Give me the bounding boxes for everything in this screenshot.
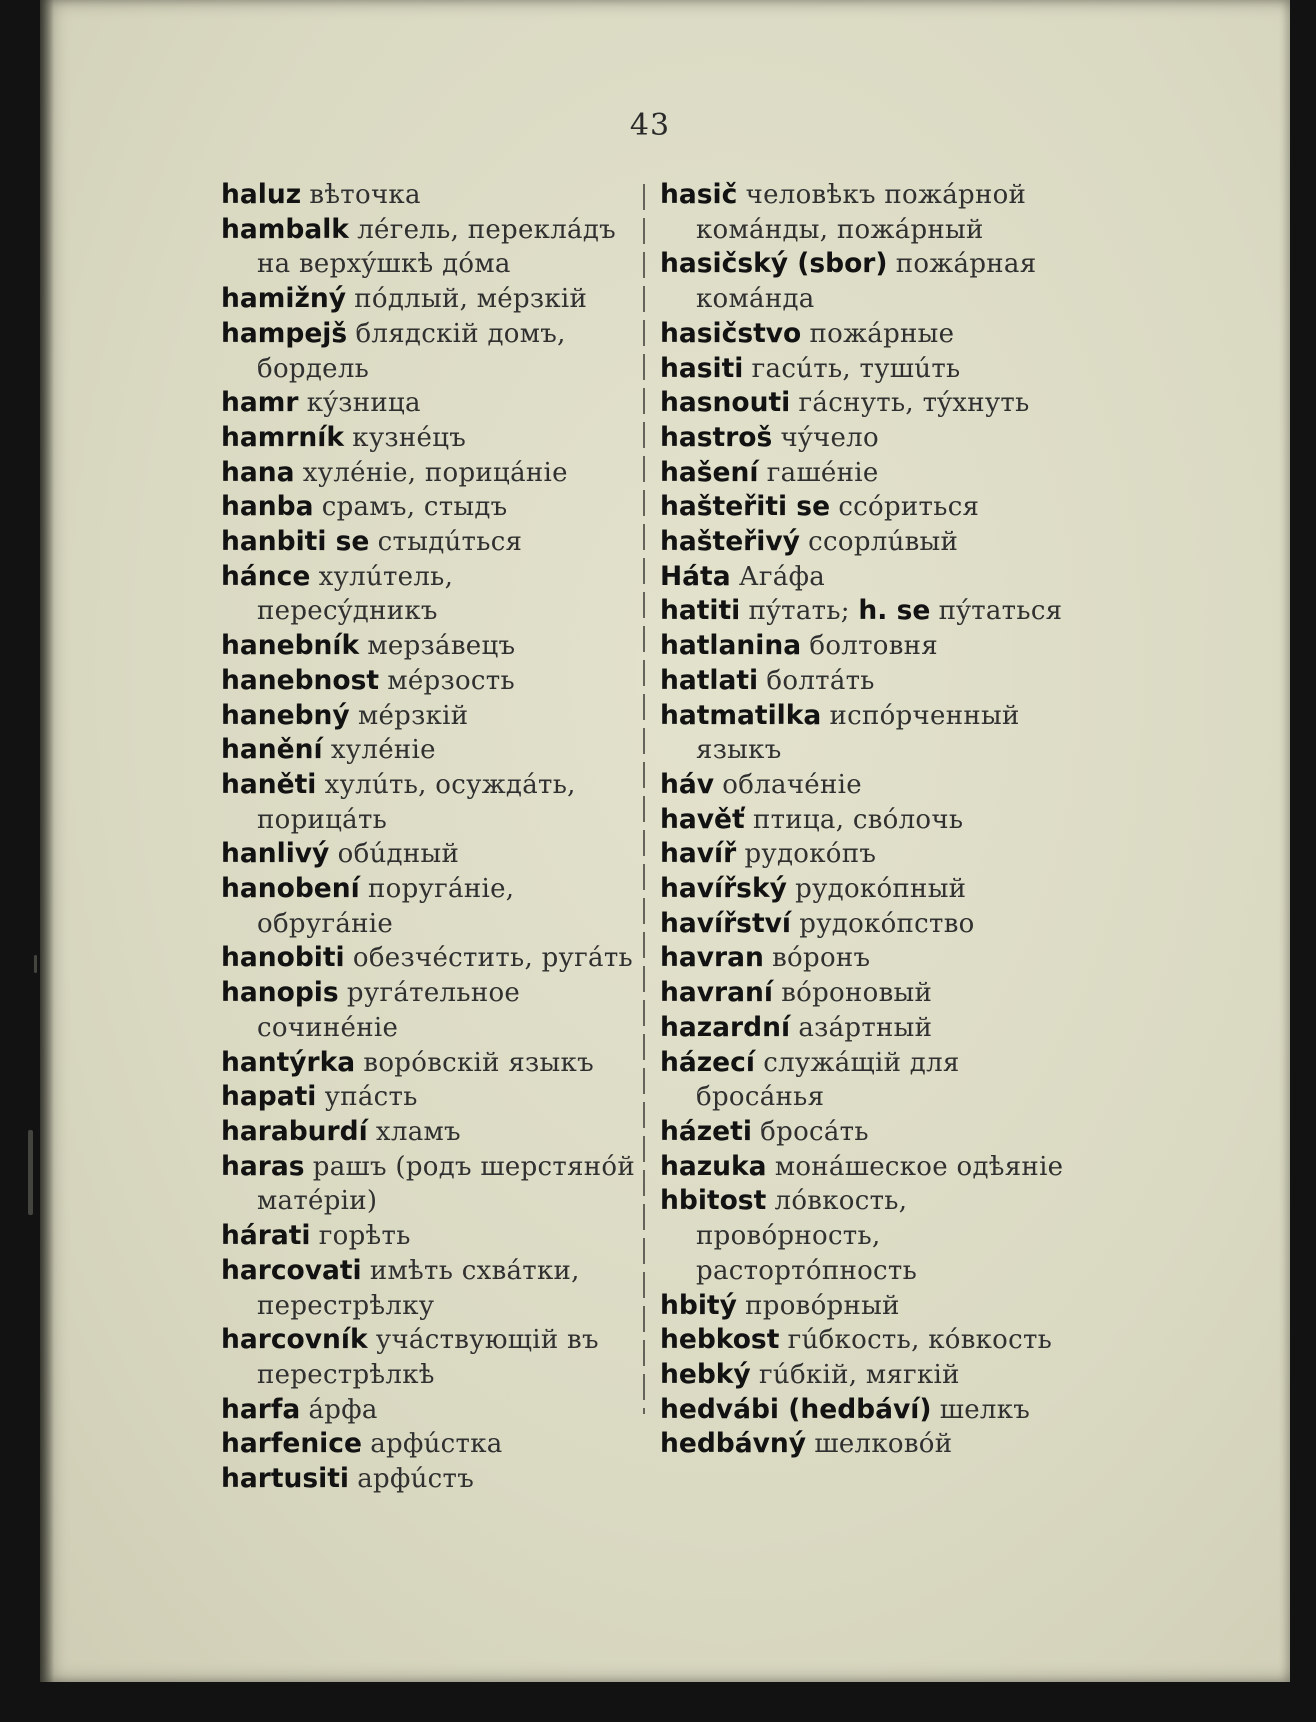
headword: házeti [660, 1115, 752, 1147]
translation: блядскій домъ, бордель [257, 318, 566, 384]
translation: обúдный [337, 839, 460, 870]
dictionary-entry [221, 490, 641, 525]
left-column [221, 178, 641, 1497]
headword: havířský [660, 873, 787, 905]
dictionary-entry [221, 213, 641, 282]
dictionary-entry [660, 941, 1080, 976]
dictionary-entry [221, 941, 641, 976]
dictionary-entry [660, 1323, 1080, 1358]
headword: h. se [858, 595, 931, 627]
headword: hartusiti [221, 1463, 349, 1495]
dictionary-entry [660, 803, 1080, 838]
headword: háv [660, 768, 715, 800]
dictionary-entry [660, 1046, 1080, 1115]
translation: мéрзость [387, 665, 515, 696]
dictionary-entry [221, 317, 641, 386]
dictionary-entry [221, 1150, 641, 1219]
headword: hebký [660, 1358, 751, 1390]
translation: птица, свóлочь [752, 804, 964, 835]
headword: házecí [660, 1046, 755, 1078]
translation: вѣточка [309, 180, 421, 210]
headword: hašení [660, 456, 759, 488]
translation: рудокóпъ [744, 839, 877, 870]
dictionary-entry [221, 1115, 641, 1150]
dictionary-entry [221, 1080, 641, 1115]
dictionary-entry [221, 976, 641, 1045]
column-divider [643, 184, 645, 1414]
dictionary-entry [221, 178, 641, 213]
headword: hana [221, 456, 295, 488]
headword: Háta [660, 560, 731, 592]
dictionary-entry [221, 1323, 641, 1392]
dictionary-entry [660, 976, 1080, 1011]
translation: болтовня [809, 631, 938, 662]
headword: hárati [221, 1220, 311, 1252]
dictionary-entry [660, 768, 1080, 803]
dictionary-entry [660, 490, 1080, 525]
dictionary-entry [660, 837, 1080, 872]
dictionary-entry [660, 1289, 1080, 1324]
headword: hbitý [660, 1289, 737, 1321]
dictionary-entry [221, 768, 641, 837]
headword: hatiti [660, 595, 741, 627]
headword: hampejš [221, 317, 348, 349]
dictionary-entry [221, 664, 641, 699]
translation: срамъ, стыдъ [321, 492, 508, 523]
dictionary-entry [660, 1427, 1080, 1462]
translation: испóрченный языкъ [696, 700, 1020, 766]
headword: hánce [221, 560, 311, 592]
headword: hamr [221, 387, 299, 419]
headword: hanobiti [221, 942, 345, 974]
translation: поругáніе, обругáніе [257, 874, 515, 939]
dictionary-entry [660, 907, 1080, 942]
headword: hatlanina [660, 630, 802, 662]
translation: гúбкость, кóвкость [787, 1325, 1053, 1356]
headword: hasičstvo [660, 317, 802, 349]
headword: hastroš [660, 421, 773, 453]
headword: hamrník [221, 421, 345, 453]
dictionary-entry [660, 352, 1080, 387]
headword: harfenice [221, 1428, 362, 1460]
headword: hašteřiti se [660, 491, 831, 523]
translation: шелковóй [814, 1429, 953, 1460]
translation: хулúтель, пересýдникъ [257, 561, 454, 627]
translation: хулéніе [330, 735, 436, 766]
headword: hatlati [660, 664, 759, 696]
translation: мерзáвецъ [367, 631, 516, 662]
translation: хулúть, осуждáть, порицáть [257, 769, 576, 835]
dictionary-entry [660, 317, 1080, 352]
translation: кузнéцъ [352, 422, 467, 453]
translation: гашéніе [766, 457, 879, 488]
dictionary-entry [221, 837, 641, 872]
headword: hedvábi (hedbáví) [660, 1393, 932, 1425]
headword: harcovník [221, 1324, 368, 1356]
headword: hašteřivý [660, 526, 800, 558]
dictionary-entry [660, 664, 1080, 699]
ink-blot [28, 1130, 33, 1215]
headword: havěť [660, 803, 745, 835]
translation: чýчело [780, 422, 879, 453]
right-column [660, 178, 1080, 1462]
headword: hasnouti [660, 387, 791, 419]
translation: шелкъ [939, 1394, 1031, 1425]
dictionary-entry [221, 1393, 641, 1428]
headword: haněti [221, 768, 317, 800]
translation: хламъ [375, 1116, 461, 1147]
dictionary-entry [221, 733, 641, 768]
dictionary-entry [660, 1393, 1080, 1428]
headword: hanebník [221, 630, 360, 662]
translation: упáсть [324, 1082, 418, 1113]
dictionary-entry [660, 560, 1080, 595]
headword: harfa [221, 1393, 301, 1425]
translation: пожáрная комáнда [696, 249, 1037, 315]
dictionary-entry [660, 629, 1080, 664]
dictionary-entry [221, 1219, 641, 1254]
dictionary-entry [660, 1150, 1080, 1185]
translation: Агáфа [738, 561, 826, 592]
dictionary-entry [221, 560, 641, 629]
translation: провóрный [745, 1290, 900, 1321]
dictionary-entry [221, 386, 641, 421]
headword: hbitost [660, 1185, 767, 1217]
translation: пýтать; [748, 596, 859, 627]
translation: арфúстъ [357, 1464, 475, 1495]
translation: болтáть [766, 665, 875, 696]
ink-blot [34, 955, 37, 973]
headword: havíř [660, 838, 737, 870]
headword: hatmatilka [660, 699, 822, 731]
headword: hantýrka [221, 1046, 356, 1078]
dictionary-entry [660, 525, 1080, 560]
dictionary-entry [660, 178, 1080, 247]
translation: пожáрные [809, 318, 955, 349]
dictionary-entry [221, 421, 641, 456]
dictionary-entry [660, 1184, 1080, 1288]
dictionary-entry [221, 1254, 641, 1323]
dictionary-entry [660, 1358, 1080, 1393]
translation: ворóвскій языкъ [363, 1047, 594, 1078]
headword: hasič [660, 179, 738, 210]
dictionary-entry [660, 456, 1080, 491]
translation: áрфа [308, 1394, 378, 1425]
dictionary-entry [660, 872, 1080, 907]
translation: человѣкъ пожáрной комáнды, пожáрный [696, 180, 1027, 245]
headword: hanlivý [221, 838, 330, 870]
dictionary-entry [660, 247, 1080, 316]
translation: мéрзкій [357, 700, 469, 731]
headword: hanebnost [221, 664, 380, 696]
headword: hasičský (sbor) [660, 248, 888, 280]
dictionary-entry [221, 1462, 641, 1497]
page-number: 43 [629, 108, 671, 143]
translation: кýзница [306, 388, 421, 419]
dictionary-entry [221, 1427, 641, 1462]
headword: hasiti [660, 352, 744, 384]
dictionary-entry [221, 456, 641, 491]
headword: hamižný [221, 283, 347, 315]
translation: монáшеское одѣяніе [774, 1151, 1064, 1182]
translation: горѣть [318, 1221, 411, 1252]
headword: hanba [221, 491, 314, 523]
headword: hanění [221, 734, 323, 766]
binding-shadow [40, 0, 54, 1682]
translation: лéгель, переклáдъ на верхýшкѣ дóма [257, 214, 616, 280]
translation: рашъ (родъ шерстянóй матéріи) [257, 1151, 635, 1217]
dictionary-entry [660, 386, 1080, 421]
translation: ссóриться [838, 492, 980, 523]
dictionary-entry [660, 1115, 1080, 1150]
translation: ругáтельное сочинéніе [257, 978, 521, 1043]
translation: бросáть [760, 1116, 869, 1147]
translation: имѣть схвáтки, перестрѣлку [257, 1255, 580, 1321]
headword: haraburdí [221, 1115, 368, 1147]
translation: пóдлый, мéрзкій [354, 284, 588, 315]
translation: гасúть, тушúть [751, 353, 961, 384]
headword: havraní [660, 977, 773, 1009]
headword: hanebný [221, 699, 350, 731]
translation: рудокóпство [799, 908, 975, 939]
translation: гúбкій, мягкій [758, 1359, 960, 1390]
headword: haluz [221, 179, 302, 210]
headword: hebkost [660, 1324, 780, 1356]
headword: hambalk [221, 213, 349, 245]
translation: рудокóпный [795, 874, 967, 905]
translation: вóронъ [772, 943, 871, 974]
headword: haras [221, 1150, 305, 1182]
dictionary-entry [660, 699, 1080, 768]
dictionary-entry [221, 629, 641, 664]
translation: облачéніе [722, 769, 862, 800]
dictionary-entry [221, 872, 641, 941]
dictionary-entry [221, 1046, 641, 1081]
headword: havířství [660, 907, 791, 939]
headword: havran [660, 942, 764, 974]
dictionary-entry [660, 1011, 1080, 1046]
dictionary-entry [221, 282, 641, 317]
translation: гáснуть, тýхнуть [798, 388, 1030, 419]
translation: служáщій для бросáнья [696, 1047, 960, 1113]
translation: пýтаться [938, 596, 1063, 627]
translation: ссорлúвый [808, 527, 959, 558]
dictionary-entry [221, 699, 641, 734]
translation: учáствующій въ перестрѣлкѣ [257, 1325, 599, 1390]
headword: hazardní [660, 1011, 791, 1043]
dictionary-entry [660, 594, 1080, 629]
dictionary-entry [660, 421, 1080, 456]
headword: hanopis [221, 977, 339, 1009]
translation: хулéніе, порицáніе [302, 457, 568, 488]
headword: harcovati [221, 1254, 362, 1286]
translation: азáртный [798, 1012, 933, 1043]
headword: hapati [221, 1081, 317, 1113]
headword: hedbávný [660, 1428, 807, 1460]
translation: арфúстка [370, 1429, 503, 1460]
translation: лóвкость, провóрность, растортóпность [696, 1186, 918, 1286]
translation: вóроновый [781, 978, 933, 1009]
headword: hanbiti se [221, 526, 370, 558]
translation: стыдúться [377, 527, 523, 558]
headword: hazuka [660, 1150, 767, 1182]
headword: hanobení [221, 873, 360, 905]
translation: обезчéстить, ругáть [352, 943, 633, 974]
dictionary-entry [221, 525, 641, 560]
